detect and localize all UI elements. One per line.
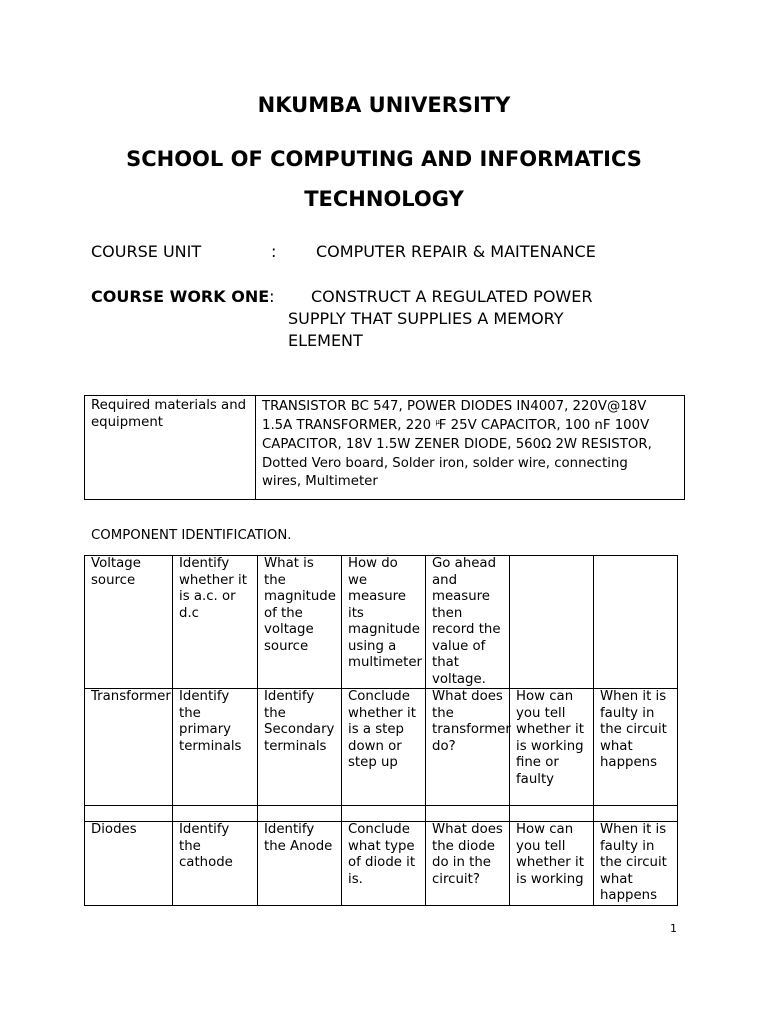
course-work-colon: :	[269, 287, 275, 306]
materials-line: TRANSISTOR BC 547, POWER DIODES IN4007, 220V@18V	[262, 399, 647, 414]
school-title-line2: TECHNOLOGY	[304, 187, 464, 211]
course-work-line3: ELEMENT	[288, 331, 363, 350]
materials-label: Required materials and equipment	[85, 396, 256, 500]
table-row	[85, 806, 678, 822]
table-cell: Identify the cathode	[173, 822, 258, 906]
table-row	[85, 689, 678, 806]
table-cell: What does the transformer do?	[426, 689, 510, 806]
table-cell: Conclude whether it is a step down or step up	[342, 689, 426, 806]
table-cell: When it is faulty in the circuit what happens	[594, 689, 678, 806]
course-work-line2: SUPPLY THAT SUPPLIES A MEMORY	[288, 309, 564, 328]
table-cell: Transformer	[85, 689, 173, 806]
materials-table	[84, 395, 685, 500]
materials-description	[256, 396, 685, 500]
table-cell	[594, 806, 678, 822]
table-cell: Identify whether it is a.c. or d.c	[173, 556, 258, 689]
table-cell: What does the diode do in the circuit?	[426, 822, 510, 906]
table-cell: What is the magnitude of the voltage source	[258, 556, 342, 689]
table-cell	[173, 806, 258, 822]
table-cell: Diodes	[85, 822, 173, 906]
course-unit-value: COMPUTER REPAIR & MAITENANCE	[316, 242, 596, 261]
component-table	[84, 555, 678, 906]
table-row	[85, 822, 678, 906]
course-work-label: COURSE WORK ONE	[91, 287, 270, 306]
table-row	[85, 556, 678, 689]
table-cell: Voltage source	[85, 556, 173, 689]
materials-line: wires, Multimeter	[262, 474, 378, 489]
table-cell	[85, 806, 173, 822]
table-cell	[594, 556, 678, 689]
school-title-line1: SCHOOL OF COMPUTING AND INFORMATICS	[126, 147, 642, 171]
table-cell	[510, 806, 594, 822]
table-cell: Conclude what type of diode it is.	[342, 822, 426, 906]
component-identification-heading: COMPONENT IDENTIFICATION.	[91, 528, 292, 543]
table-cell: Identify the Anode	[258, 822, 342, 906]
course-work-line1: CONSTRUCT A REGULATED POWER	[311, 287, 593, 306]
course-unit-colon: :	[271, 242, 277, 261]
course-unit-label: COURSE UNIT	[91, 242, 202, 261]
page-number: 1	[670, 922, 677, 935]
table-cell: How do we measure its magnitude using a multimeter	[342, 556, 426, 689]
materials-line: CAPACITOR, 18V 1.5W ZENER DIODE, 560Ω 2W RESISTOR,	[262, 437, 652, 452]
table-cell: Identify the primary terminals	[173, 689, 258, 806]
table-cell	[342, 806, 426, 822]
table-cell	[510, 556, 594, 689]
table-cell: Identify the Secondary terminals	[258, 689, 342, 806]
table-cell: How can you tell whether it is working fine or faulty	[510, 689, 594, 806]
table-cell: How can you tell whether it is working	[510, 822, 594, 906]
table-cell: When it is faulty in the circuit what happens	[594, 822, 678, 906]
materials-line: 1.5A TRANSFORMER, 220 $^\mu$F 25V CAPACITOR, 100 nF 100V	[262, 417, 650, 433]
table-cell	[426, 806, 510, 822]
course-work-heading	[91, 287, 275, 306]
materials-line: Dotted Vero board, Solder iron, solder wire, connecting	[262, 455, 628, 471]
university-title: NKUMBA UNIVERSITY	[257, 93, 511, 117]
micro-symbol: μ	[435, 417, 439, 426]
table-cell: Go ahead and measure then record the value of that voltage.	[426, 556, 510, 689]
table-cell	[258, 806, 342, 822]
